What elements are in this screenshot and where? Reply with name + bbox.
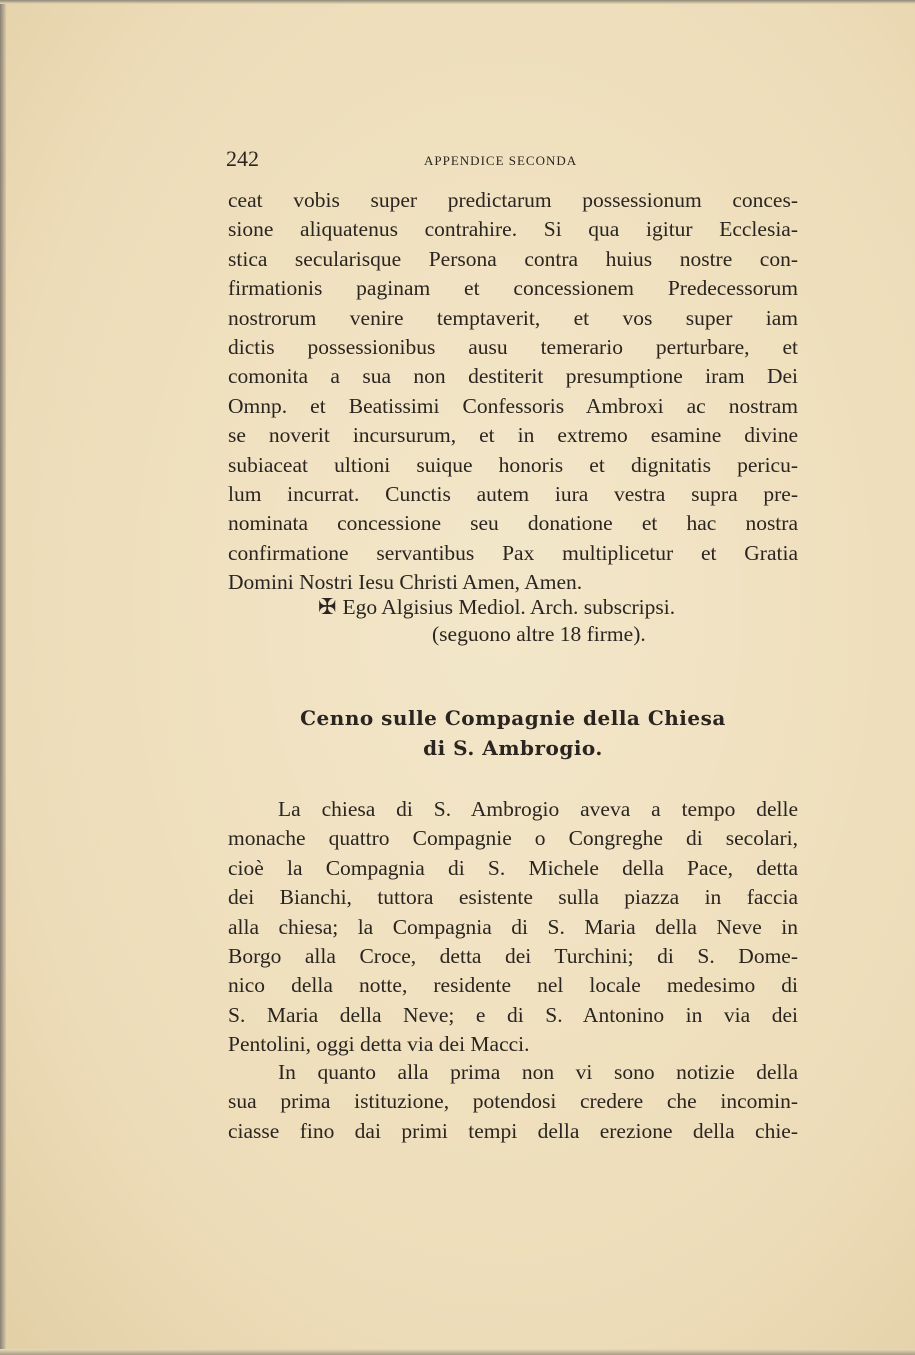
text-line: In quanto alla prima non vi sono notizie della [278, 1060, 798, 1084]
text-line: alla chiesa; la Compagnia di S. Maria della Neve in [228, 914, 798, 939]
text-line: firmationis paginam et concessionem Predecessorum [228, 276, 798, 301]
text-line: ciasse fino dai primi tempi della erezione della chie- [228, 1118, 798, 1143]
text-line: ceat vobis super predictarum possessionum conces- [228, 188, 798, 212]
text-line: cioè la Compagnia di S. Michele della Pace, detta [228, 855, 798, 880]
text-line: comonita a sua non destiterit presumptione iram Dei [228, 364, 798, 389]
paragraph-prima-compagnia [228, 1058, 798, 1146]
text-line: sua prima istituzione, potendosi credere che incomin- [228, 1089, 798, 1114]
text-line: monache quattro Compagnie o Congreghe di secolari, [228, 826, 798, 851]
section-title-continued: di S. Ambrogio. [423, 736, 603, 760]
text-line: dictis possessionibus ausu temerario perturbare, et [228, 334, 798, 359]
text-line: lum incurrat. Cunctis autem iura vestra supra pre- [228, 481, 798, 506]
text-line: Omnp. et Beatissimi Confessoris Ambroxi ac nostram [228, 393, 798, 418]
text-line: Pentolini, oggi detta via dei Macci. [228, 1032, 530, 1057]
text-line: La chiesa di S. Ambrogio aveva a tempo delle [278, 797, 798, 821]
page-edge-left [0, 0, 6, 1355]
text-line: nico della notte, residente nel locale medesimo di [228, 973, 798, 998]
paragraph-latin-text [228, 186, 798, 597]
paragraph-compagnie [228, 795, 798, 1060]
page-header [226, 146, 798, 176]
text-line: nostrorum venire temptaverit, et vos super iam [228, 305, 798, 330]
text-line: dei Bianchi, tuttora esistente sulla piazza in faccia [228, 885, 798, 910]
signature-text: Ego Algisius Mediol. Arch. subscripsi. [342, 595, 676, 619]
page-number: 242 [226, 146, 259, 171]
text-line: subiaceat ultioni suique honoris et dignitatis pericu- [228, 452, 798, 477]
page-edge-bottom [0, 1349, 915, 1355]
section-title: Cenno sulle Compagnie della Chiesa [300, 706, 726, 730]
text-line: nominata concessione seu donatione et hac nostra [228, 511, 798, 536]
text-line: confirmatione servantibus Pax multiplicetur et Gratia [228, 540, 798, 565]
page-edge-top [0, 0, 915, 4]
cross-icon: ✠ [318, 594, 337, 619]
text-line: S. Maria della Neve; e di S. Antonino in via dei [228, 1002, 798, 1027]
signature-note: (seguono altre 18 firme). [432, 622, 646, 646]
text-line: stica secularisque Persona contra huius nostre con- [228, 246, 798, 271]
text-line: se noverit incursurum, et in extremo esamine divine [228, 423, 798, 448]
signature-line [318, 594, 675, 620]
running-head: APPENDICE SECONDA [424, 153, 578, 168]
text-line: sione aliquatenus contrahire. Si qua igitur Ecclesia- [228, 217, 798, 242]
text-line: Domini Nostri Iesu Christi Amen, Amen. [228, 570, 583, 595]
text-line: Borgo alla Croce, detta dei Turchini; di S. Dome- [228, 943, 798, 968]
